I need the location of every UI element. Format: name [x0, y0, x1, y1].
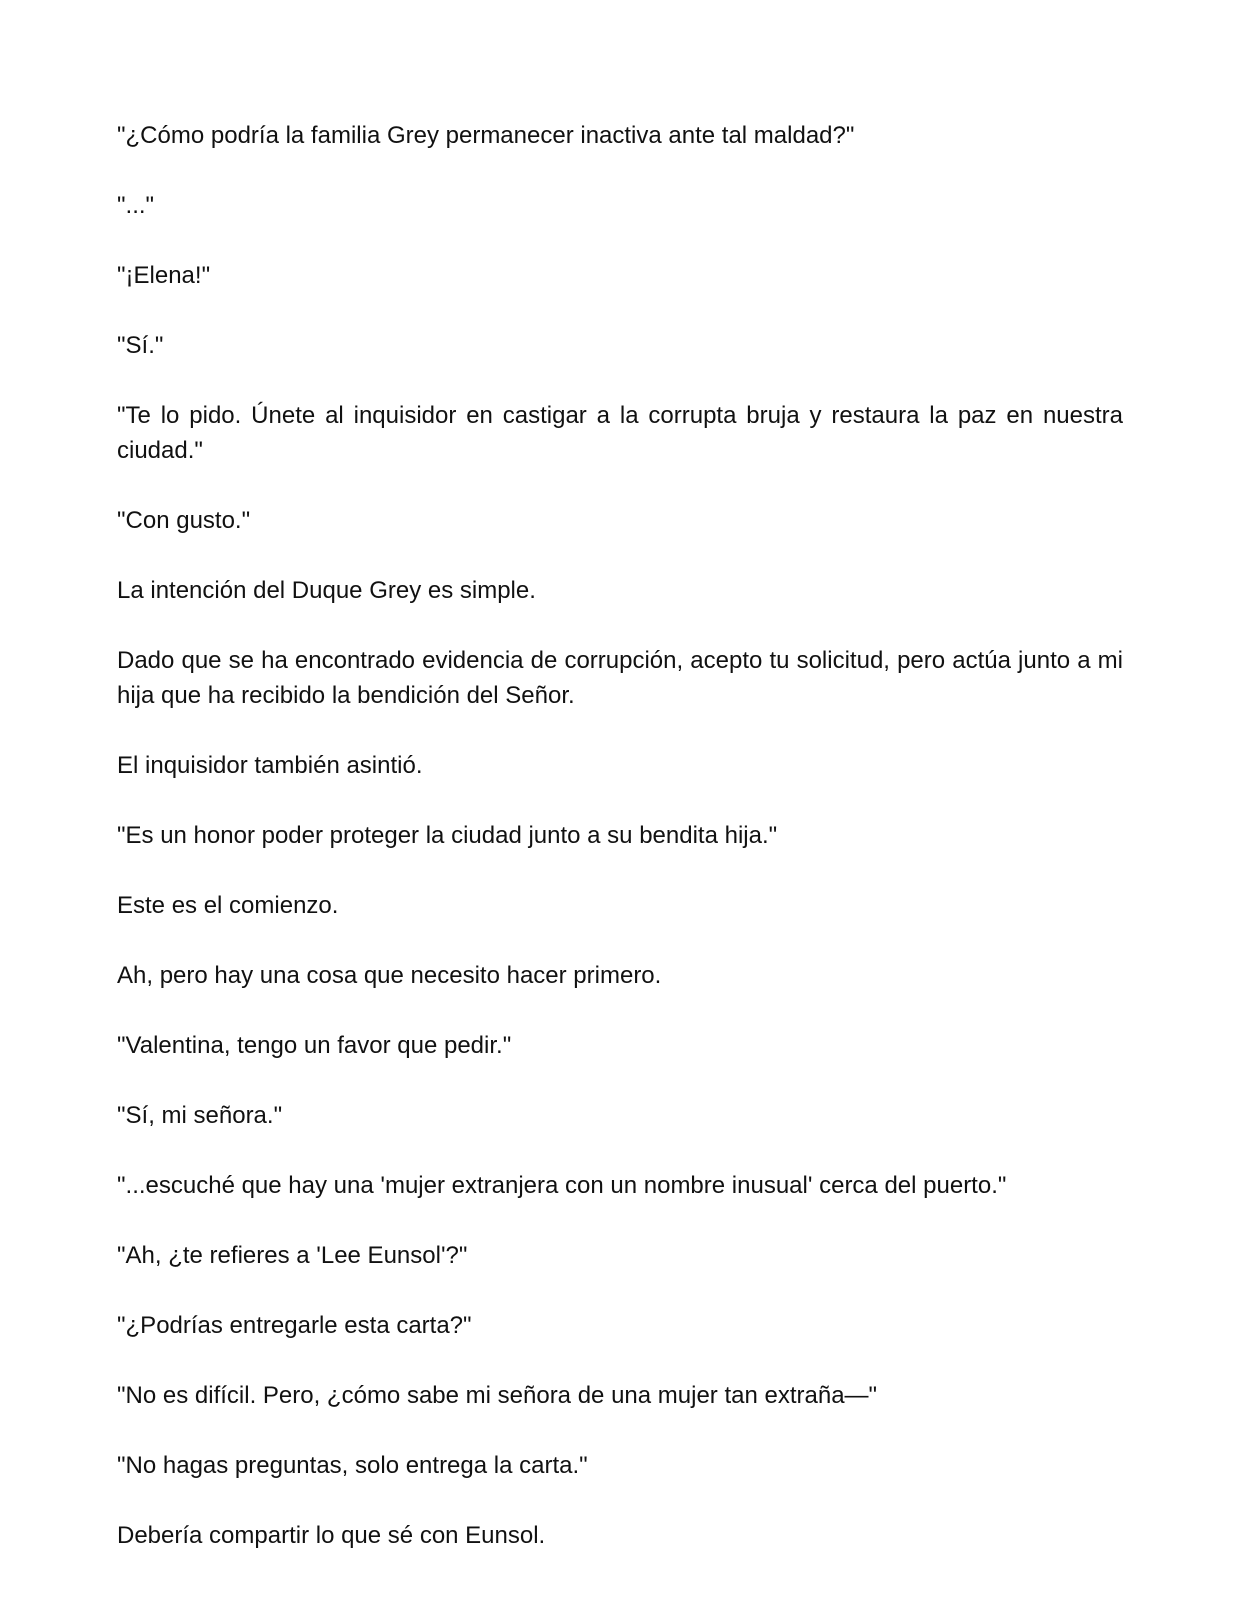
- paragraph: Este es el comienzo.: [117, 892, 339, 919]
- paragraph: "No hagas preguntas, solo entrega la carta.": [117, 1452, 588, 1479]
- document-body: [117, 118, 1123, 1553]
- paragraph: "¿Podrías entregarle esta carta?": [117, 1312, 472, 1339]
- paragraph: "¿Cómo podría la familia Grey permanecer inactiva ante tal maldad?": [117, 122, 855, 149]
- paragraph: "Te lo pido. Únete al inquisidor en castigar a la corrupta bruja y restaura la paz en nuestra ciudad.": [117, 402, 1123, 464]
- paragraph: "Valentina, tengo un favor que pedir.": [117, 1032, 512, 1059]
- paragraph: "¡Elena!": [117, 262, 211, 289]
- paragraph: "Sí.": [117, 332, 164, 359]
- paragraph: "Ah, ¿te refieres a 'Lee Eunsol'?": [117, 1242, 468, 1269]
- paragraph: El inquisidor también asintió.: [117, 752, 423, 779]
- paragraph: Ah, pero hay una cosa que necesito hacer primero.: [117, 962, 662, 989]
- paragraph: "No es difícil. Pero, ¿cómo sabe mi señora de una mujer tan extraña—": [117, 1382, 878, 1409]
- paragraph: "...escuché que hay una 'mujer extranjera con un nombre inusual' cerca del puerto.": [117, 1172, 1007, 1199]
- paragraph: Debería compartir lo que sé con Eunsol.: [117, 1522, 546, 1549]
- paragraph: "Con gusto.": [117, 507, 251, 534]
- paragraph: "Sí, mi señora.": [117, 1102, 283, 1129]
- paragraph: "...": [117, 192, 155, 219]
- paragraph: La intención del Duque Grey es simple.: [117, 577, 536, 604]
- paragraph: "Es un honor poder proteger la ciudad junto a su bendita hija.": [117, 822, 778, 849]
- paragraph: Dado que se ha encontrado evidencia de corrupción, acepto tu solicitud, pero actúa junto a mi hija que ha recibido la bendición del Señor.: [117, 647, 1123, 709]
